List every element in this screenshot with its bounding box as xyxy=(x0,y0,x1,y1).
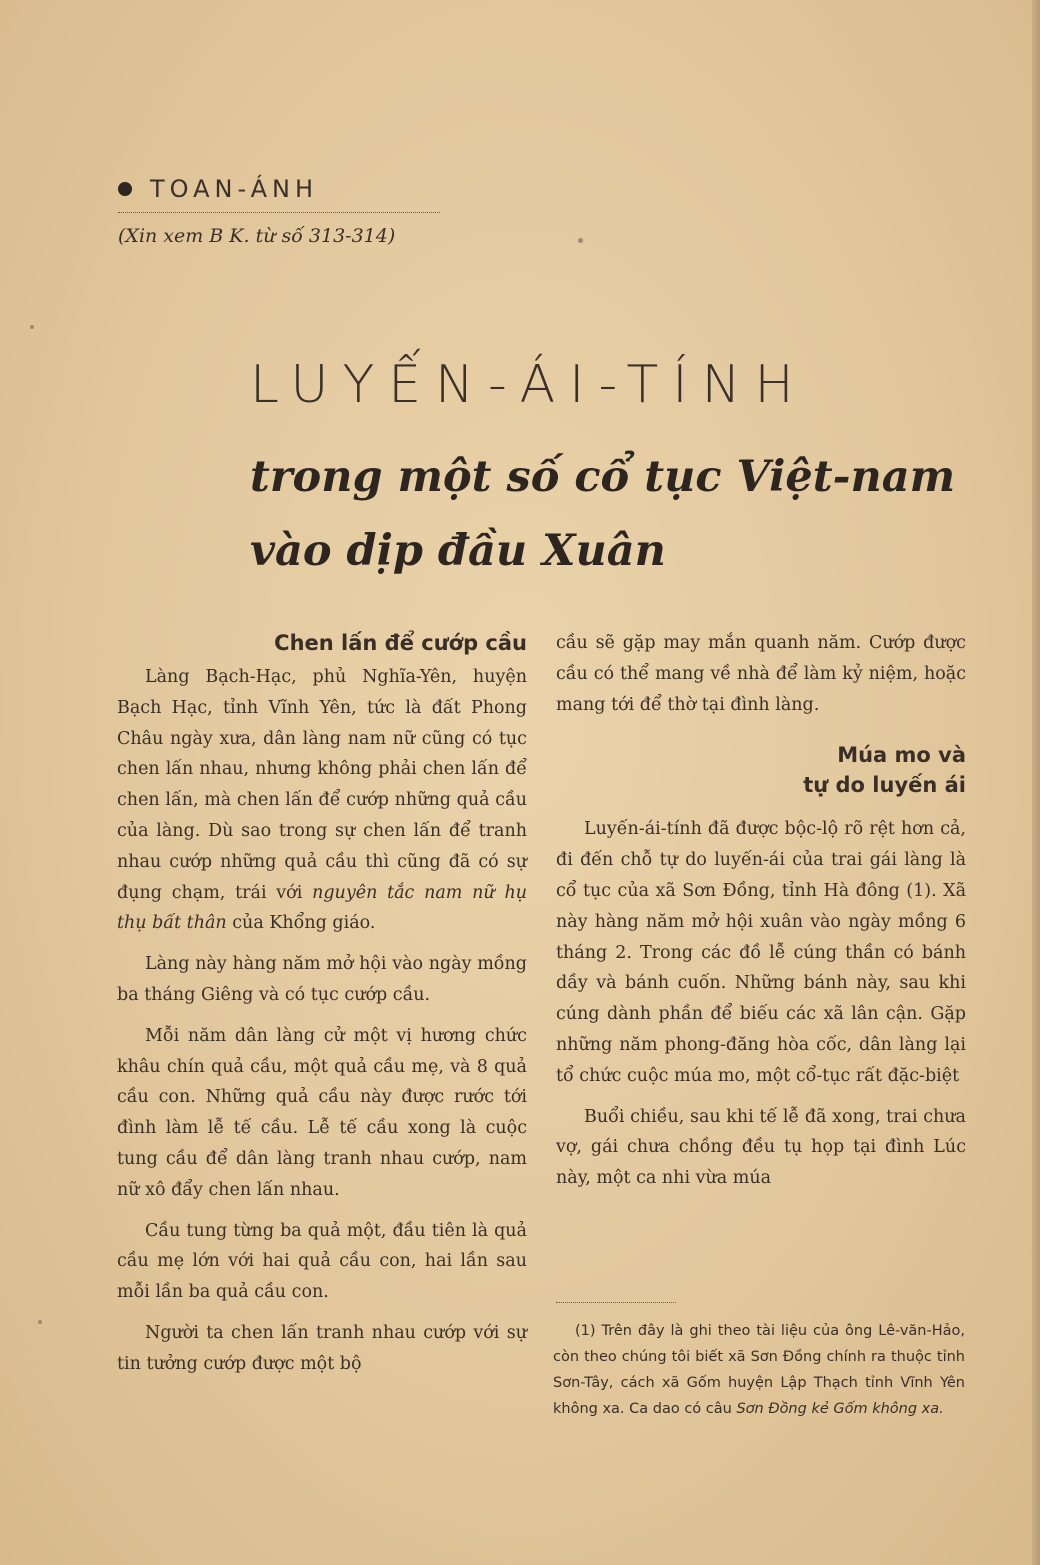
heading-line-1: Múa mo và xyxy=(837,743,966,768)
bullet-icon xyxy=(118,182,132,196)
paragraph xyxy=(117,662,527,939)
paper-speck xyxy=(578,238,583,243)
paragraph: Cầu tung từng ba quả một, đầu tiên là quả cầu mẹ lớn với hai quả cầu con, hai lần sau mỗi lần ba quả cầu con. xyxy=(117,1220,527,1303)
subtitle-line-2: vào dịp đầu Xuân xyxy=(250,526,666,576)
author-name: TOAN-ÁNH xyxy=(150,175,319,203)
left-column xyxy=(117,628,527,1390)
right-column xyxy=(556,628,966,1204)
paragraph: Người ta chen lấn tranh nhau cướp với sự tin tưởng cướp được một bộ xyxy=(117,1322,527,1374)
footnote-text: (1) Trên đây là ghi theo tài liệu của ông Lê-văn-Hảo, còn theo chúng tôi biết xã Sơn Đồng chính ra thuộc tỉnh Sơn-Tây, cách xã Gốm huyện Lập Thạch tỉnh Vĩnh Yên không xa. Ca dao có câu xyxy=(553,1323,965,1417)
paper-speck xyxy=(38,1320,42,1324)
section-heading-cuop-cau: Chen lấn để cướp cầu xyxy=(274,631,527,655)
footnote-divider xyxy=(556,1302,676,1303)
author-byline xyxy=(118,175,438,203)
paragraph: Luyến-ái-tính đã được bộc-lộ rõ rệt hơn cả, đi đến chỗ tự do luyến-ái của trai gái làng là cổ tục của xã Sơn Đồng, tỉnh Hà đông (1). Xã này hàng năm mở hội xuân vào ngày mồng 6 tháng 2. Trong các đồ lễ cúng thần có bánh dầy và bánh cuốn. Những bánh này, sau khi cúng dành phần để biếu các xã lân cận. Gặp những năm phong-đăng hòa cốc, dân làng lại tổ chức cuộc múa mo, một cổ-tục rất đặc-biệt xyxy=(556,819,966,1086)
paragraph-text: Làng Bạch-Hạc, phủ Nghĩa-Yên, huyện Bạch Hạc, tỉnh Vĩnh Yên, tức là đất Phong Châu ngày xưa, dân làng nam nữ cũng có tục chen lấn nhau, nhưng không phải chen lấn để chen lấn, mà chen lấn để cướp những quả cầu của làng. Dù sao trong sự chen lấn để tranh nhau cướp những quả cầu thì cũng đã có sự đụng chạm, trái với xyxy=(117,667,527,903)
byline-divider xyxy=(118,212,440,213)
heading-line-2: tự do luyến ái xyxy=(803,773,966,798)
footnote xyxy=(553,1318,965,1422)
paragraph: Buổi chiều, sau khi tế lễ đã xong, trai chưa vợ, gái chưa chồng đều tụ họp tại đình Lúc này, một ca nhi vừa múa xyxy=(556,1106,966,1189)
footnote-italic: Sơn Đồng kẻ Gốm không xa. xyxy=(736,1401,944,1417)
page-edge xyxy=(1032,0,1040,1565)
paragraph: Làng này hàng năm mở hội vào ngày mồng ba tháng Giêng và có tục cướp cầu. xyxy=(117,954,527,1005)
article-title: LUYẾN-ÁI-TÍNH xyxy=(250,355,808,415)
paragraph-text: của Khổng giáo. xyxy=(232,913,376,934)
article-subtitle xyxy=(250,440,990,588)
paper-speck xyxy=(30,325,34,329)
subtitle-line-1: trong một số cổ tục Việt-nam xyxy=(250,452,956,502)
series-reference: (Xin xem B K. từ số 313-314) xyxy=(118,225,396,247)
paragraph: Mỗi năm dân làng cử một vị hương chức khâu chín quả cầu, một quả cầu mẹ, và 8 quả cầu con. Những quả cầu này được rước tới đình làm lễ tế cầu. Lễ tế cầu xong là cuộc tung cầu để dân làng tranh nhau cướp, nam nữ xô đẩy chen lấn nhau. xyxy=(117,1025,527,1200)
section-heading-mua-mo xyxy=(556,740,966,800)
italic-phrase: nguyên tắc nam nữ hụ thụ bất thân xyxy=(117,882,527,934)
paragraph: cầu sẽ gặp may mắn quanh năm. Cướp được cầu có thể mang về nhà để làm kỷ niệm, hoặc mang tới để thờ tại đình làng. xyxy=(556,633,966,715)
